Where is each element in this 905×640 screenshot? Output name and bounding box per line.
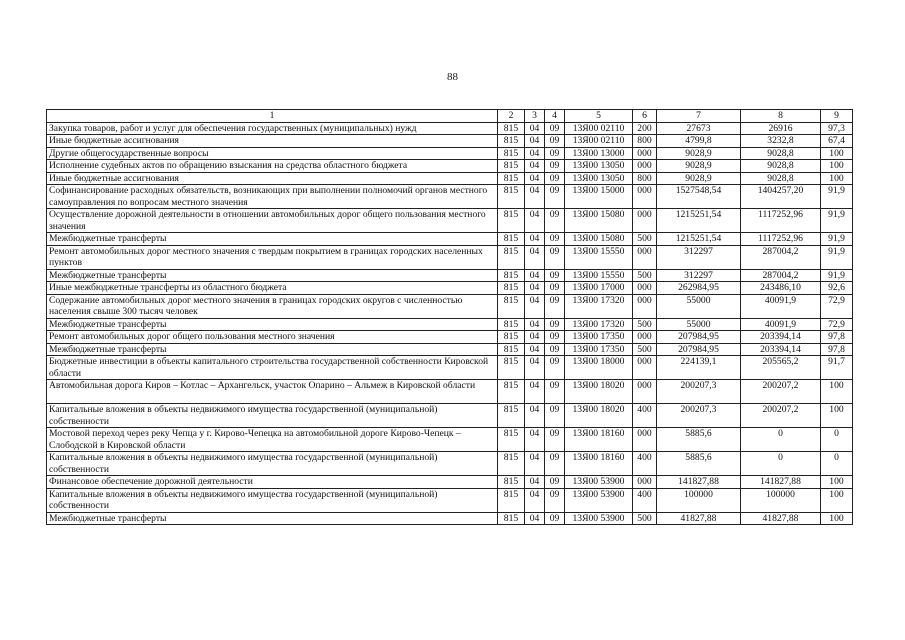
- cell-target-article: 13Я00 02110: [565, 122, 633, 135]
- cell-ministry-code: 815: [498, 160, 525, 173]
- cell-section: 04: [525, 488, 545, 512]
- header-cell: 3: [525, 110, 545, 123]
- cell-subsection: 09: [545, 294, 565, 318]
- cell-percent: 100: [821, 147, 853, 160]
- cell-subsection: 09: [545, 404, 565, 428]
- cell-target-article: 13Я00 18160: [565, 428, 633, 452]
- row-name: Софинансирование расходных обязательств, возникающих при выполнении полномочий органов местного самоуправления по вопросам местного значения: [47, 185, 498, 209]
- cell-section: 04: [525, 294, 545, 318]
- cell-expense-type: 000: [633, 331, 657, 344]
- cell-expense-type: 000: [633, 147, 657, 160]
- cell-percent: 91,9: [821, 185, 853, 209]
- cell-executed: 203394,14: [741, 343, 821, 356]
- cell-target-article: 13Я00 18000: [565, 356, 633, 380]
- cell-executed: 0: [741, 428, 821, 452]
- cell-subsection: 09: [545, 331, 565, 344]
- cell-percent: 0: [821, 452, 853, 476]
- cell-planned: 200207,3: [657, 404, 741, 428]
- header-cell: 6: [633, 110, 657, 123]
- row-name: Закупка товаров, работ и услуг для обеспечения государственных (муниципальных) нужд: [47, 122, 498, 135]
- cell-executed: 41827,88: [741, 512, 821, 525]
- table-row: [47, 356, 853, 380]
- cell-ministry-code: 815: [498, 428, 525, 452]
- cell-percent: 91,9: [821, 233, 853, 246]
- cell-expense-type: 500: [633, 269, 657, 282]
- cell-executed: 40091,9: [741, 318, 821, 331]
- table-row: [47, 122, 853, 135]
- cell-planned: 200207,3: [657, 380, 741, 404]
- cell-section: 04: [525, 356, 545, 380]
- row-name: Капитальные вложения в объекты недвижимого имущества государственной (муниципальной) собственности: [47, 452, 498, 476]
- cell-percent: 100: [821, 160, 853, 173]
- cell-subsection: 09: [545, 476, 565, 489]
- cell-planned: 207984,95: [657, 343, 741, 356]
- cell-percent: 72,9: [821, 318, 853, 331]
- cell-subsection: 09: [545, 122, 565, 135]
- row-name: Ремонт автомобильных дорог местного значения с твердым покрытием в границах городских населенных пунктов: [47, 245, 498, 269]
- header-cell: 8: [741, 110, 821, 123]
- cell-target-article: 13Я00 15080: [565, 233, 633, 246]
- row-name: Содержание автомобильных дорог местного значения в границах городских округов с численностью населения свыше 300 тысяч человек: [47, 294, 498, 318]
- cell-section: 04: [525, 380, 545, 404]
- cell-expense-type: 500: [633, 343, 657, 356]
- cell-planned: 1215251,54: [657, 209, 741, 233]
- cell-percent: 97,8: [821, 331, 853, 344]
- table-row: [47, 209, 853, 233]
- cell-ministry-code: 815: [498, 512, 525, 525]
- cell-expense-type: 400: [633, 452, 657, 476]
- cell-expense-type: 500: [633, 318, 657, 331]
- cell-ministry-code: 815: [498, 233, 525, 246]
- cell-percent: 72,9: [821, 294, 853, 318]
- cell-ministry-code: 815: [498, 318, 525, 331]
- row-name: Другие общегосударственные вопросы: [47, 147, 498, 160]
- cell-target-article: 13Я00 15080: [565, 209, 633, 233]
- cell-target-article: 13Я00 15550: [565, 269, 633, 282]
- cell-subsection: 09: [545, 135, 565, 148]
- cell-executed: 0: [741, 452, 821, 476]
- cell-executed: 1404257,20: [741, 185, 821, 209]
- cell-subsection: 09: [545, 209, 565, 233]
- cell-expense-type: 500: [633, 233, 657, 246]
- cell-executed: 287004,2: [741, 245, 821, 269]
- table-row: [47, 428, 853, 452]
- table-row: [47, 147, 853, 160]
- cell-target-article: 13Я00 13050: [565, 160, 633, 173]
- cell-subsection: 09: [545, 380, 565, 404]
- cell-subsection: 09: [545, 512, 565, 525]
- table-row: [47, 294, 853, 318]
- cell-ministry-code: 815: [498, 269, 525, 282]
- cell-ministry-code: 815: [498, 282, 525, 295]
- header-row: [47, 110, 853, 123]
- cell-executed: 100000: [741, 488, 821, 512]
- page-number: 88: [447, 71, 458, 83]
- cell-expense-type: 200: [633, 122, 657, 135]
- cell-ministry-code: 815: [498, 356, 525, 380]
- row-name: Межбюджетные трансферты: [47, 343, 498, 356]
- cell-target-article: 13Я00 53900: [565, 476, 633, 489]
- cell-percent: 100: [821, 172, 853, 185]
- cell-target-article: 13Я00 17320: [565, 294, 633, 318]
- cell-target-article: 13Я00 18020: [565, 380, 633, 404]
- cell-planned: 1215251,54: [657, 233, 741, 246]
- cell-ministry-code: 815: [498, 185, 525, 209]
- cell-percent: 91,9: [821, 245, 853, 269]
- cell-target-article: 13Я00 18020: [565, 404, 633, 428]
- cell-percent: 100: [821, 404, 853, 428]
- cell-section: 04: [525, 331, 545, 344]
- cell-percent: 91,9: [821, 269, 853, 282]
- row-name: Капитальные вложения в объекты недвижимого имущества государственной (муниципальной) собственности: [47, 488, 498, 512]
- cell-section: 04: [525, 147, 545, 160]
- cell-section: 04: [525, 135, 545, 148]
- cell-expense-type: 000: [633, 294, 657, 318]
- cell-expense-type: 000: [633, 380, 657, 404]
- cell-planned: 55000: [657, 318, 741, 331]
- cell-target-article: 13Я00 17000: [565, 282, 633, 295]
- table-row: [47, 282, 853, 295]
- cell-ministry-code: 815: [498, 404, 525, 428]
- cell-subsection: 09: [545, 172, 565, 185]
- cell-section: 04: [525, 245, 545, 269]
- cell-ministry-code: 815: [498, 209, 525, 233]
- cell-percent: 67,4: [821, 135, 853, 148]
- cell-planned: 5885,6: [657, 452, 741, 476]
- row-name: Ремонт автомобильных дорог общего пользования местного значения: [47, 331, 498, 344]
- cell-expense-type: 000: [633, 356, 657, 380]
- cell-planned: 207984,95: [657, 331, 741, 344]
- header-cell: 4: [545, 110, 565, 123]
- table-row: [47, 245, 853, 269]
- cell-target-article: 13Я00 53900: [565, 512, 633, 525]
- cell-subsection: 09: [545, 160, 565, 173]
- cell-executed: 40091,9: [741, 294, 821, 318]
- cell-section: 04: [525, 209, 545, 233]
- row-name: Межбюджетные трансферты: [47, 233, 498, 246]
- cell-planned: 41827,88: [657, 512, 741, 525]
- row-name: Межбюджетные трансферты: [47, 318, 498, 331]
- cell-subsection: 09: [545, 185, 565, 209]
- cell-planned: 9028,9: [657, 172, 741, 185]
- cell-planned: 27673: [657, 122, 741, 135]
- cell-expense-type: 800: [633, 172, 657, 185]
- cell-target-article: 13Я00 02110: [565, 135, 633, 148]
- budget-table: [46, 109, 853, 525]
- cell-target-article: 13Я00 18160: [565, 452, 633, 476]
- table-row: [47, 233, 853, 246]
- cell-ministry-code: 815: [498, 488, 525, 512]
- cell-expense-type: 000: [633, 282, 657, 295]
- row-name: Бюджетные инвестиции в объекты капитального строительства государственной собственности Кировской области: [47, 356, 498, 380]
- cell-expense-type: 400: [633, 488, 657, 512]
- cell-section: 04: [525, 343, 545, 356]
- table-row: [47, 380, 853, 404]
- cell-expense-type: 000: [633, 185, 657, 209]
- table-row: [47, 488, 853, 512]
- cell-ministry-code: 815: [498, 172, 525, 185]
- cell-ministry-code: 815: [498, 147, 525, 160]
- cell-percent: 91,9: [821, 209, 853, 233]
- cell-section: 04: [525, 428, 545, 452]
- table-row: [47, 160, 853, 173]
- table-row: [47, 269, 853, 282]
- table-row: [47, 318, 853, 331]
- cell-section: 04: [525, 452, 545, 476]
- cell-expense-type: 800: [633, 135, 657, 148]
- cell-percent: 0: [821, 428, 853, 452]
- cell-subsection: 09: [545, 356, 565, 380]
- cell-planned: 141827,88: [657, 476, 741, 489]
- cell-planned: 312297: [657, 269, 741, 282]
- cell-executed: 1117252,96: [741, 233, 821, 246]
- cell-subsection: 09: [545, 282, 565, 295]
- cell-ministry-code: 815: [498, 380, 525, 404]
- cell-planned: 4799,8: [657, 135, 741, 148]
- cell-planned: 224139,1: [657, 356, 741, 380]
- cell-section: 04: [525, 172, 545, 185]
- row-name: Осуществление дорожной деятельности в отношении автомобильных дорог общего пользования местного значения: [47, 209, 498, 233]
- table-row: [47, 135, 853, 148]
- cell-expense-type: 000: [633, 428, 657, 452]
- cell-planned: 5885,6: [657, 428, 741, 452]
- row-name: Автомобильная дорога Киров – Котлас – Архангельск, участок Опарино – Альмеж в Кировской области: [47, 380, 498, 404]
- table-row: [47, 512, 853, 525]
- row-name: Межбюджетные трансферты: [47, 269, 498, 282]
- cell-subsection: 09: [545, 245, 565, 269]
- row-name: Иные межбюджетные трансферты из областного бюджета: [47, 282, 498, 295]
- cell-percent: 92,6: [821, 282, 853, 295]
- cell-percent: 97,3: [821, 122, 853, 135]
- cell-executed: 9028,8: [741, 147, 821, 160]
- cell-section: 04: [525, 318, 545, 331]
- row-name: Межбюджетные трансферты: [47, 512, 498, 525]
- cell-executed: 9028,8: [741, 172, 821, 185]
- cell-target-article: 13Я00 13000: [565, 147, 633, 160]
- row-name: Финансовое обеспечение дорожной деятельности: [47, 476, 498, 489]
- cell-target-article: 13Я00 17350: [565, 343, 633, 356]
- cell-executed: 1117252,96: [741, 209, 821, 233]
- cell-planned: 262984,95: [657, 282, 741, 295]
- cell-executed: 141827,88: [741, 476, 821, 489]
- cell-planned: 1527548,54: [657, 185, 741, 209]
- row-name: Иные бюджетные ассигнования: [47, 135, 498, 148]
- header-cell: 9: [821, 110, 853, 123]
- cell-subsection: 09: [545, 269, 565, 282]
- cell-target-article: 13Я00 53900: [565, 488, 633, 512]
- cell-executed: 200207,2: [741, 380, 821, 404]
- header-cell: 5: [565, 110, 633, 123]
- cell-executed: 3232,8: [741, 135, 821, 148]
- cell-executed: 243486,10: [741, 282, 821, 295]
- cell-planned: 9028,9: [657, 160, 741, 173]
- cell-section: 04: [525, 160, 545, 173]
- header-cell: 7: [657, 110, 741, 123]
- table-body: [47, 122, 853, 525]
- cell-subsection: 09: [545, 147, 565, 160]
- row-name: Мостовой переход через реку Чепца у г. Кирово-Чепецка на автомобильной дороге Кирово-Чепецк – Слободской в Кировской области: [47, 428, 498, 452]
- row-name: Капитальные вложения в объекты недвижимого имущества государственной (муниципальной) собственности: [47, 404, 498, 428]
- cell-target-article: 13Я00 17320: [565, 318, 633, 331]
- cell-ministry-code: 815: [498, 122, 525, 135]
- cell-section: 04: [525, 185, 545, 209]
- cell-ministry-code: 815: [498, 245, 525, 269]
- cell-percent: 97,8: [821, 343, 853, 356]
- header-cell: 2: [498, 110, 525, 123]
- table-row: [47, 185, 853, 209]
- cell-percent: 100: [821, 380, 853, 404]
- cell-expense-type: 500: [633, 512, 657, 525]
- cell-section: 04: [525, 512, 545, 525]
- cell-subsection: 09: [545, 488, 565, 512]
- cell-percent: 100: [821, 512, 853, 525]
- cell-section: 04: [525, 233, 545, 246]
- cell-percent: 100: [821, 488, 853, 512]
- cell-executed: 9028,8: [741, 160, 821, 173]
- cell-section: 04: [525, 476, 545, 489]
- cell-executed: 26916: [741, 122, 821, 135]
- cell-section: 04: [525, 404, 545, 428]
- table-row: [47, 404, 853, 428]
- row-name: Иные бюджетные ассигнования: [47, 172, 498, 185]
- cell-expense-type: 000: [633, 209, 657, 233]
- cell-subsection: 09: [545, 428, 565, 452]
- cell-section: 04: [525, 122, 545, 135]
- cell-executed: 200207,2: [741, 404, 821, 428]
- cell-section: 04: [525, 269, 545, 282]
- cell-planned: 312297: [657, 245, 741, 269]
- cell-ministry-code: 815: [498, 452, 525, 476]
- cell-executed: 203394,14: [741, 331, 821, 344]
- row-name: Исполнение судебных актов по обращению взыскания на средства областного бюджета: [47, 160, 498, 173]
- cell-subsection: 09: [545, 318, 565, 331]
- cell-target-article: 13Я00 17350: [565, 331, 633, 344]
- cell-ministry-code: 815: [498, 343, 525, 356]
- cell-executed: 205565,2: [741, 356, 821, 380]
- table-row: [47, 172, 853, 185]
- cell-planned: 9028,9: [657, 147, 741, 160]
- cell-ministry-code: 815: [498, 476, 525, 489]
- cell-executed: 287004,2: [741, 269, 821, 282]
- cell-subsection: 09: [545, 233, 565, 246]
- cell-expense-type: 000: [633, 476, 657, 489]
- table-row: [47, 452, 853, 476]
- cell-subsection: 09: [545, 452, 565, 476]
- cell-ministry-code: 815: [498, 294, 525, 318]
- cell-target-article: 13Я00 15550: [565, 245, 633, 269]
- table-row: [47, 343, 853, 356]
- cell-section: 04: [525, 282, 545, 295]
- header-cell: 1: [47, 110, 498, 123]
- cell-planned: 100000: [657, 488, 741, 512]
- cell-ministry-code: 815: [498, 331, 525, 344]
- cell-target-article: 13Я00 13050: [565, 172, 633, 185]
- table-row: [47, 476, 853, 489]
- cell-percent: 100: [821, 476, 853, 489]
- cell-percent: 91,7: [821, 356, 853, 380]
- cell-expense-type: 000: [633, 160, 657, 173]
- cell-ministry-code: 815: [498, 135, 525, 148]
- cell-target-article: 13Я00 15000: [565, 185, 633, 209]
- cell-expense-type: 400: [633, 404, 657, 428]
- cell-expense-type: 000: [633, 245, 657, 269]
- cell-planned: 55000: [657, 294, 741, 318]
- table-row: [47, 331, 853, 344]
- cell-subsection: 09: [545, 343, 565, 356]
